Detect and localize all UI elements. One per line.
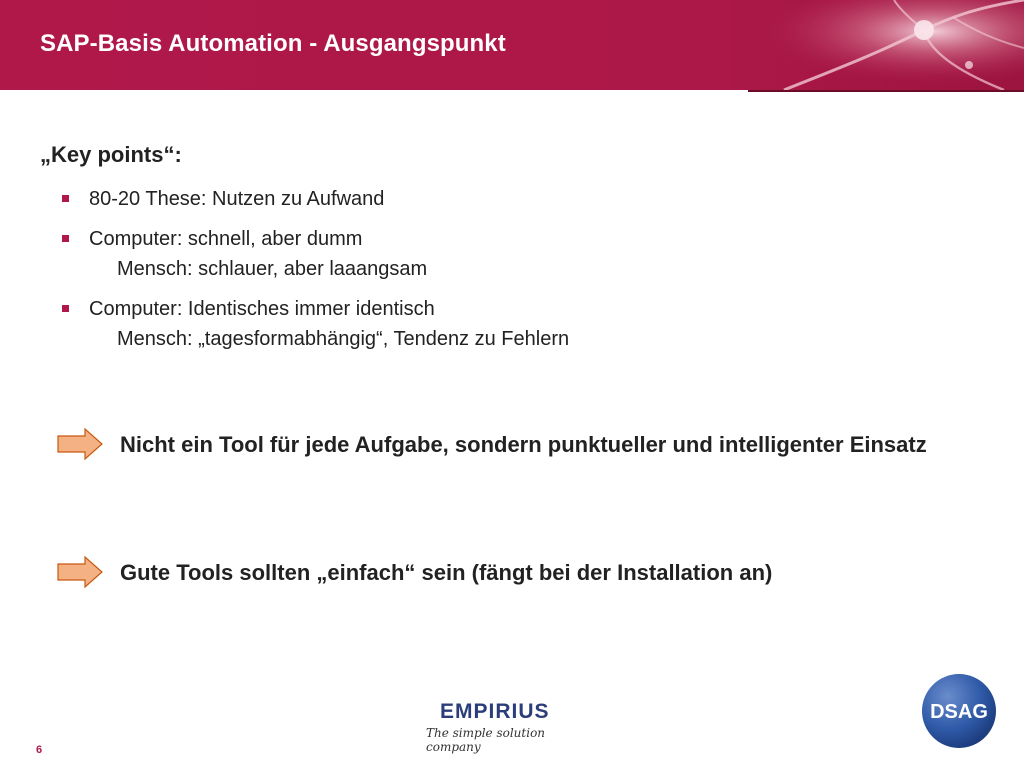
bullet-item [62, 184, 962, 214]
empirius-logo [420, 700, 580, 754]
bullet-square-icon [62, 195, 69, 202]
bullet-subtext: Mensch: „tagesformabhängig“, Tendenz zu Fehlern [117, 328, 570, 350]
bullet-list [62, 184, 962, 364]
key-points-heading: „Key points“: [40, 142, 182, 167]
bullet-item [62, 224, 962, 284]
dsag-logo-icon [920, 672, 998, 750]
bullet-text: Computer: Identisches immer identisch [89, 298, 435, 320]
neuron-decoration-icon [724, 0, 1024, 90]
dsag-text: DSAG [930, 701, 988, 723]
page-number: 6 [36, 744, 43, 756]
conclusion-text: Nicht ein Tool für jede Aufgabe, sondern punktueller und intelligenter Einsatz [120, 432, 927, 457]
header-divider [748, 90, 1024, 92]
bullet-subtext: Mensch: schlauer, aber laaangsam [117, 258, 428, 280]
bullet-item [62, 294, 962, 354]
logo-wordmark: EMPIRIUS [440, 700, 550, 723]
bullet-square-icon [62, 235, 69, 242]
logo-tagline: The simple solution company [426, 726, 546, 754]
arrow-right-icon [57, 556, 103, 588]
bullet-square-icon [62, 305, 69, 312]
slide-header [0, 0, 1024, 90]
arrow-right-icon [57, 428, 103, 460]
conclusion-text: Gute Tools sollten „einfach“ sein (fängt bei der Installation an) [120, 560, 773, 585]
bullet-text: Computer: schnell, aber dumm [89, 228, 363, 250]
bullet-text: 80-20 These: Nutzen zu Aufwand [89, 188, 385, 210]
slide-title: SAP-Basis Automation - Ausgangspunkt [40, 30, 506, 57]
